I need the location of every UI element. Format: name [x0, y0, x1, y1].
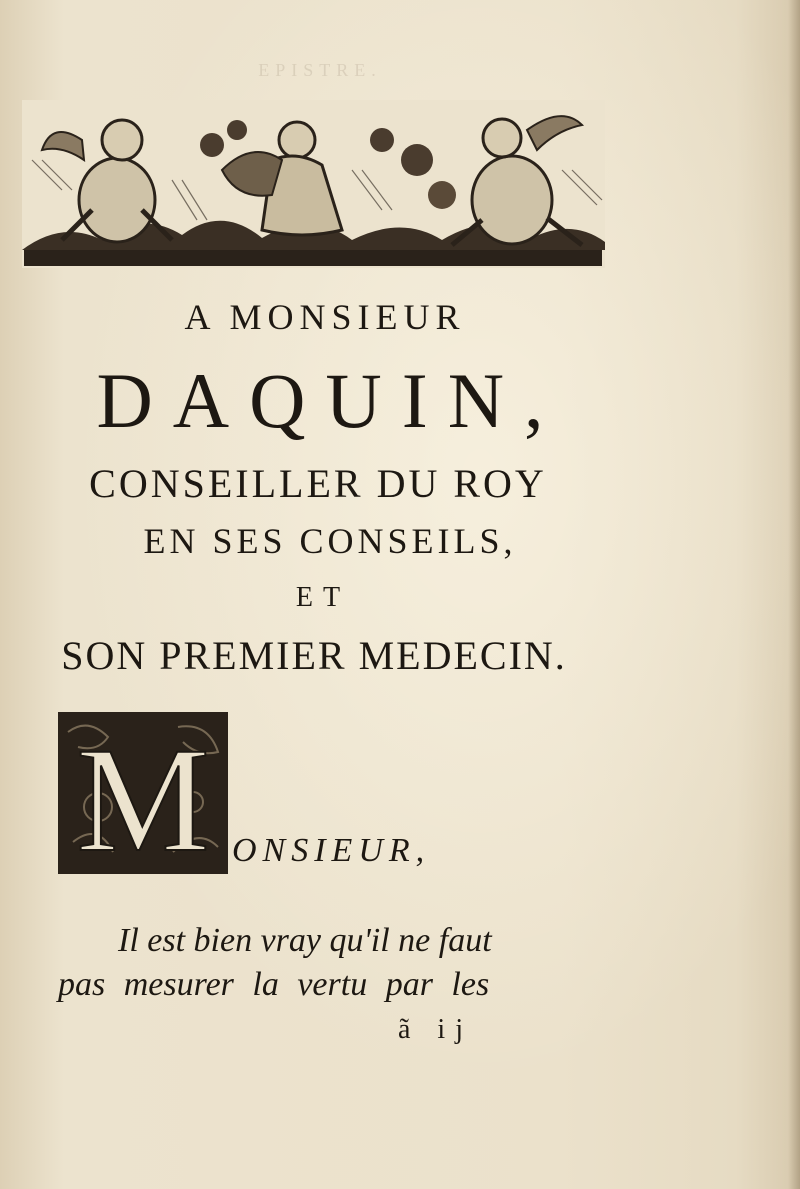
woodcut-headpiece-icon	[22, 100, 605, 268]
body-text-line: pas mesurer la vertu par les	[58, 966, 490, 1003]
heading-et: ET	[295, 582, 351, 613]
heading-a-monsieur: A MONSIEUR	[184, 297, 466, 337]
heading-premier-medecin: SON PREMIER MEDECIN.	[61, 633, 567, 678]
heading-daquin: DAQUIN,	[96, 357, 564, 444]
page-edge-shadow	[788, 0, 800, 1189]
initial-letter: M	[76, 717, 210, 874]
heading-conseiller-du-roy: CONSEILLER DU ROY	[89, 461, 547, 506]
signature-mark: ã ij	[398, 1014, 473, 1045]
salutation: ONSIEUR,	[232, 832, 431, 869]
heading-en-ses-conseils: EN SES CONSEILS,	[143, 521, 517, 561]
bleed-through-header: EPISTRE.	[258, 60, 382, 80]
decorated-initial-m-icon	[58, 712, 228, 874]
body-text-line: Il est bien vray qu'il ne faut	[118, 922, 492, 959]
